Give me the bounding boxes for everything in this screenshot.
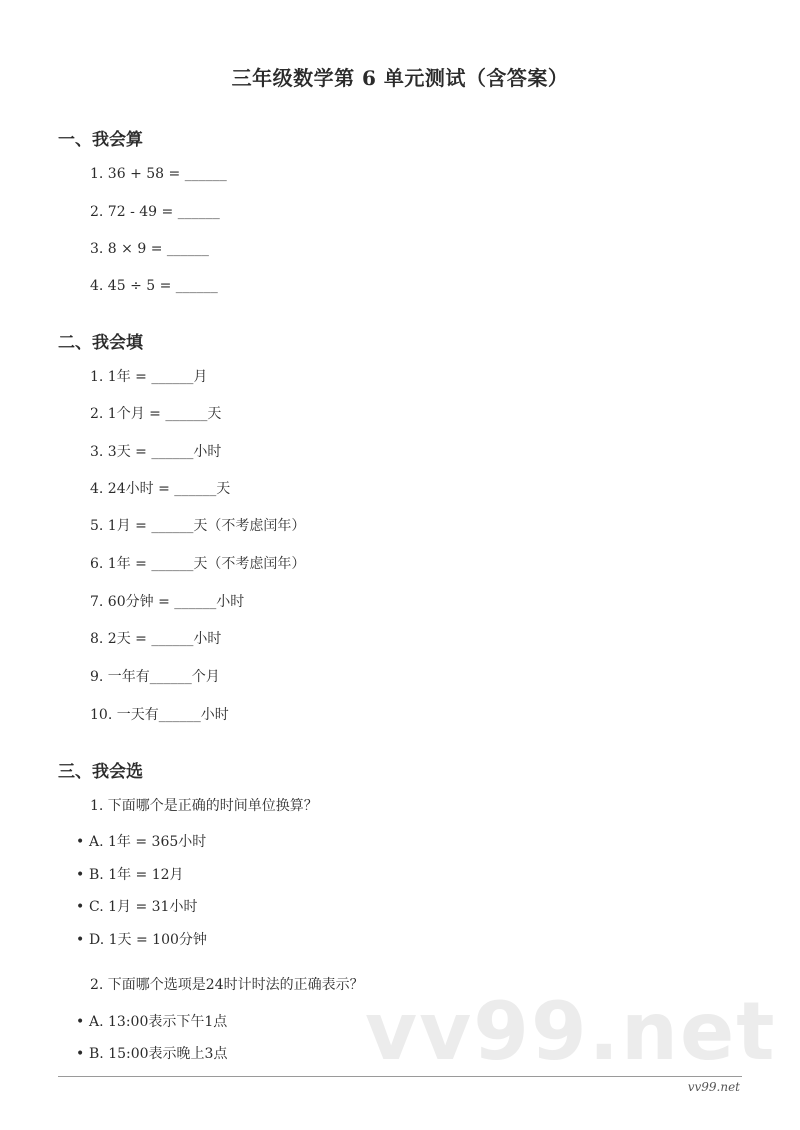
footer-divider [58, 1076, 742, 1077]
fill-item: 2. 1个月 = ______天 [90, 406, 222, 422]
option-item [76, 833, 206, 851]
option-item [76, 898, 197, 916]
option-text: C. 1月 = 31小时 [89, 899, 198, 915]
question-stem: 2. 下面哪个选项是24时计时法的正确表示？ [90, 977, 364, 993]
option-text: A. 13:00表示下午1点 [89, 1014, 228, 1030]
fill-item: 10. 一天有______小时 [90, 707, 229, 723]
option-text: B. 15:00表示晚上3点 [89, 1046, 228, 1062]
bullet-icon: • [76, 867, 85, 883]
fill-item: 8. 2天 = ______小时 [90, 631, 222, 647]
fill-item: 1. 1年 = ______月 [90, 369, 208, 385]
watermark: vv99.net [365, 985, 777, 1078]
calc-item: 4. 45 ÷ 5 = ______ [90, 278, 218, 294]
footer-source: vv99.net [687, 1080, 740, 1094]
option-item [76, 1045, 227, 1063]
bullet-icon: • [76, 899, 85, 915]
page-title: 三年级数学第 6 单元测试（含答案） [231, 66, 569, 90]
question-stem: 1. 下面哪个是正确的时间单位换算？ [90, 798, 318, 814]
fill-item: 7. 60分钟 = ______小时 [90, 594, 245, 610]
option-text: A. 1年 = 365小时 [89, 834, 207, 850]
option-text: B. 1年 = 12月 [89, 867, 184, 883]
section-heading-fill: 二、我会填 [58, 333, 143, 353]
calc-item: 2. 72 - 49 = ______ [90, 204, 220, 220]
option-item [76, 1013, 227, 1031]
option-item [76, 931, 207, 949]
fill-item: 9. 一年有______个月 [90, 669, 220, 685]
bullet-icon: • [76, 932, 85, 948]
option-text: D. 1天 = 100分钟 [89, 932, 207, 948]
option-item [76, 866, 184, 884]
bullet-icon: • [76, 1014, 85, 1030]
fill-item: 3. 3天 = ______小时 [90, 444, 222, 460]
bullet-icon: • [76, 834, 85, 850]
fill-item: 6. 1年 = ______天（不考虑闰年） [90, 556, 306, 572]
calc-item: 1. 36 + 58 = ______ [90, 166, 227, 182]
section-heading-choose: 三、我会选 [58, 762, 143, 782]
fill-item: 4. 24小时 = ______天 [90, 481, 231, 497]
section-heading-calculate: 一、我会算 [58, 130, 143, 150]
fill-item: 5. 1月 = ______天（不考虑闰年） [90, 518, 306, 534]
calc-item: 3. 8 × 9 = ______ [90, 241, 209, 257]
bullet-icon: • [76, 1046, 85, 1062]
